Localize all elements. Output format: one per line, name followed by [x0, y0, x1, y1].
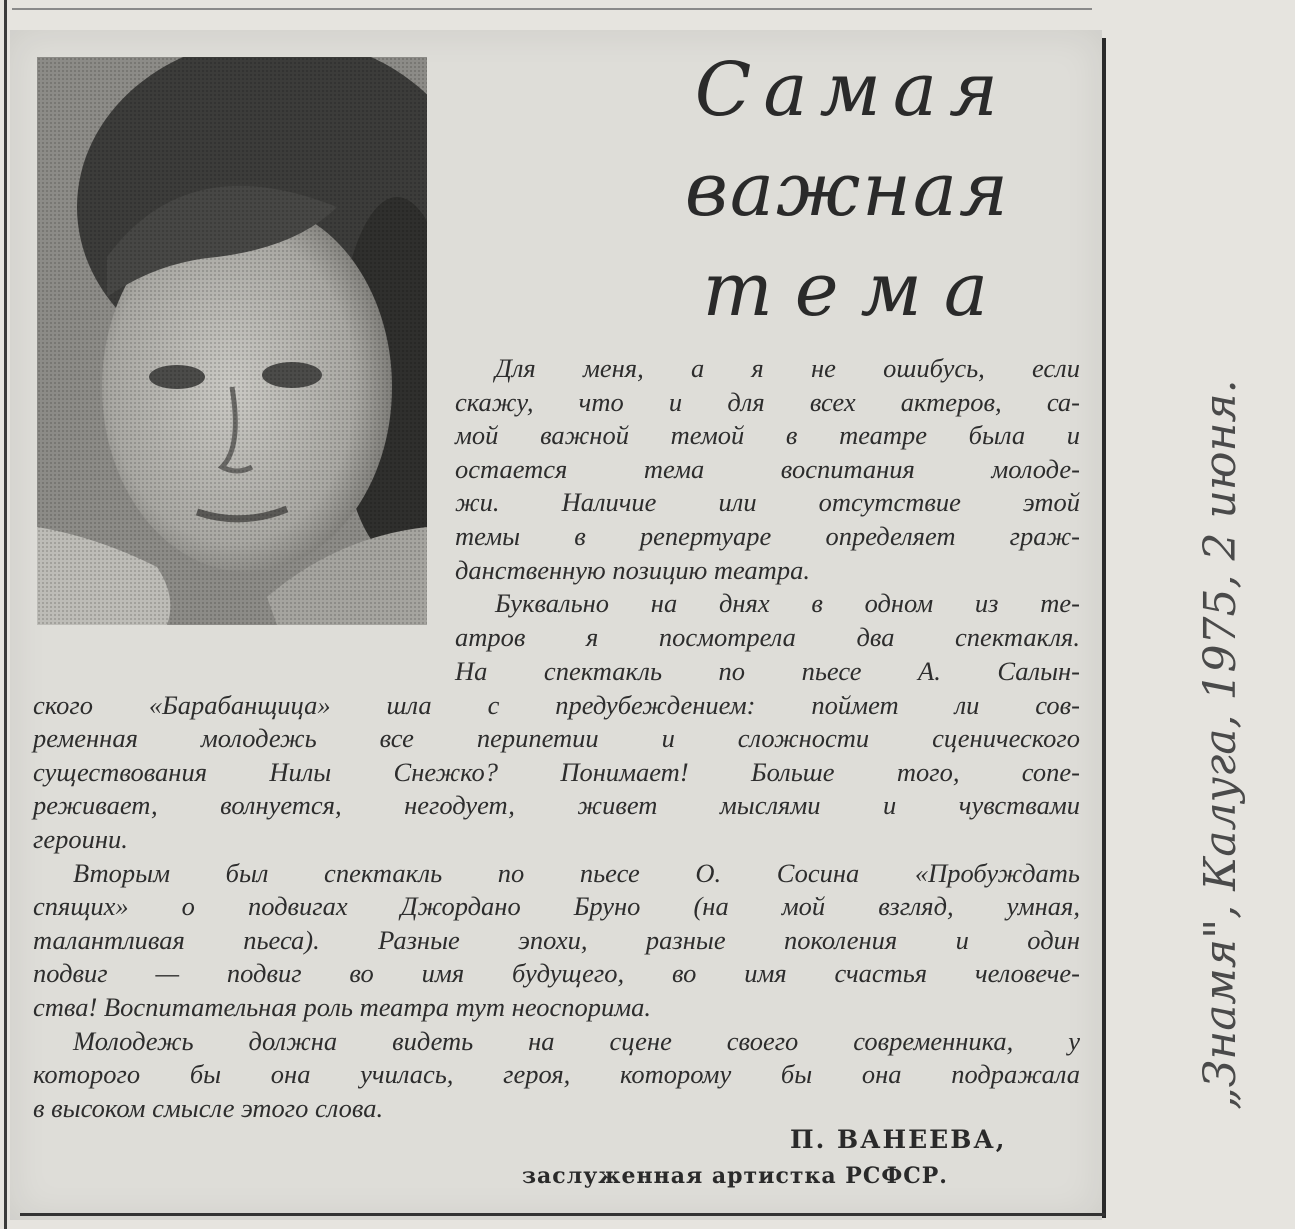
body-line: подвиг — подвиг во имя будущего, во имя счастья человече-	[33, 958, 1080, 989]
body-line: темы в репертуаре определяет граж-	[455, 520, 1080, 551]
body-line: Вторым был спектакль по пьесе О. Сосина «Пробуждать	[73, 857, 1080, 888]
body-line: мой важной темой в театре была и	[455, 420, 1080, 451]
body-line: Молодежь должна видеть на сцене своего современника, у	[73, 1025, 1080, 1056]
body-line: Для меня, а я не ошибусь, если	[495, 353, 1080, 383]
author-title: заслуженная артистка РСФСР.	[522, 1163, 948, 1189]
body-line: остается тема воспитания молоде-	[455, 453, 1080, 484]
clipping-top-edge	[12, 8, 1092, 10]
body-line: существования Нилы Снежко? Понимает! Больше того, сопе-	[33, 756, 1080, 787]
body-line: ременная молодежь все перипетии и сложности сценического	[33, 723, 1080, 754]
body-line: Буквально на днях в одном из те-	[495, 588, 1080, 619]
portrait-illustration	[37, 57, 427, 625]
article-body-full-column	[33, 655, 1080, 1125]
title-line-1: Самая	[694, 47, 1010, 133]
body-line: данственную позицию театра.	[455, 554, 810, 585]
body-line: На спектакль по пьесе А. Салын-	[455, 656, 1080, 686]
body-line: героини.	[33, 823, 128, 854]
body-line: в высоком смысле этого слова.	[33, 1092, 384, 1123]
column-rule-bottom	[20, 1213, 1105, 1216]
body-line: талантливая пьеса). Разные эпохи, разные поколения и один	[33, 924, 1080, 955]
title-line-3: тема	[702, 247, 1010, 333]
body-line: которого бы она училась, героя, которому бы она подражала	[33, 1059, 1080, 1090]
article-title	[620, 40, 1010, 340]
column-rule-right	[1102, 38, 1106, 1218]
body-line: жи. Наличие или отсутствие этой	[455, 487, 1080, 518]
body-line: атров я посмотрела два спектакля.	[455, 621, 1080, 652]
body-line: ского «Барабанщица» шла с предубеждением: поймет ли сов-	[33, 689, 1080, 720]
author-name: П. ВАНЕЕВА,	[790, 1125, 1007, 1154]
article-body-right-column	[455, 352, 1080, 654]
body-line: ства! Воспитательная роль театра тут неоспорима.	[33, 991, 652, 1022]
clipping-left-edge	[4, 0, 7, 1229]
portrait-photo	[37, 57, 427, 625]
body-line: реживает, волнуется, негодует, живет мыслями и чувствами	[33, 790, 1080, 821]
body-line: спящих» о подвигах Джордано Бруно (на мой взгляд, умная,	[33, 891, 1080, 922]
handwritten-source-note: „Знамя", Калуга, 1975, 2 июня.	[1195, 379, 1246, 1110]
body-line: скажу, что и для всех актеров, са-	[455, 386, 1080, 417]
title-line-2: важная	[684, 147, 1010, 233]
